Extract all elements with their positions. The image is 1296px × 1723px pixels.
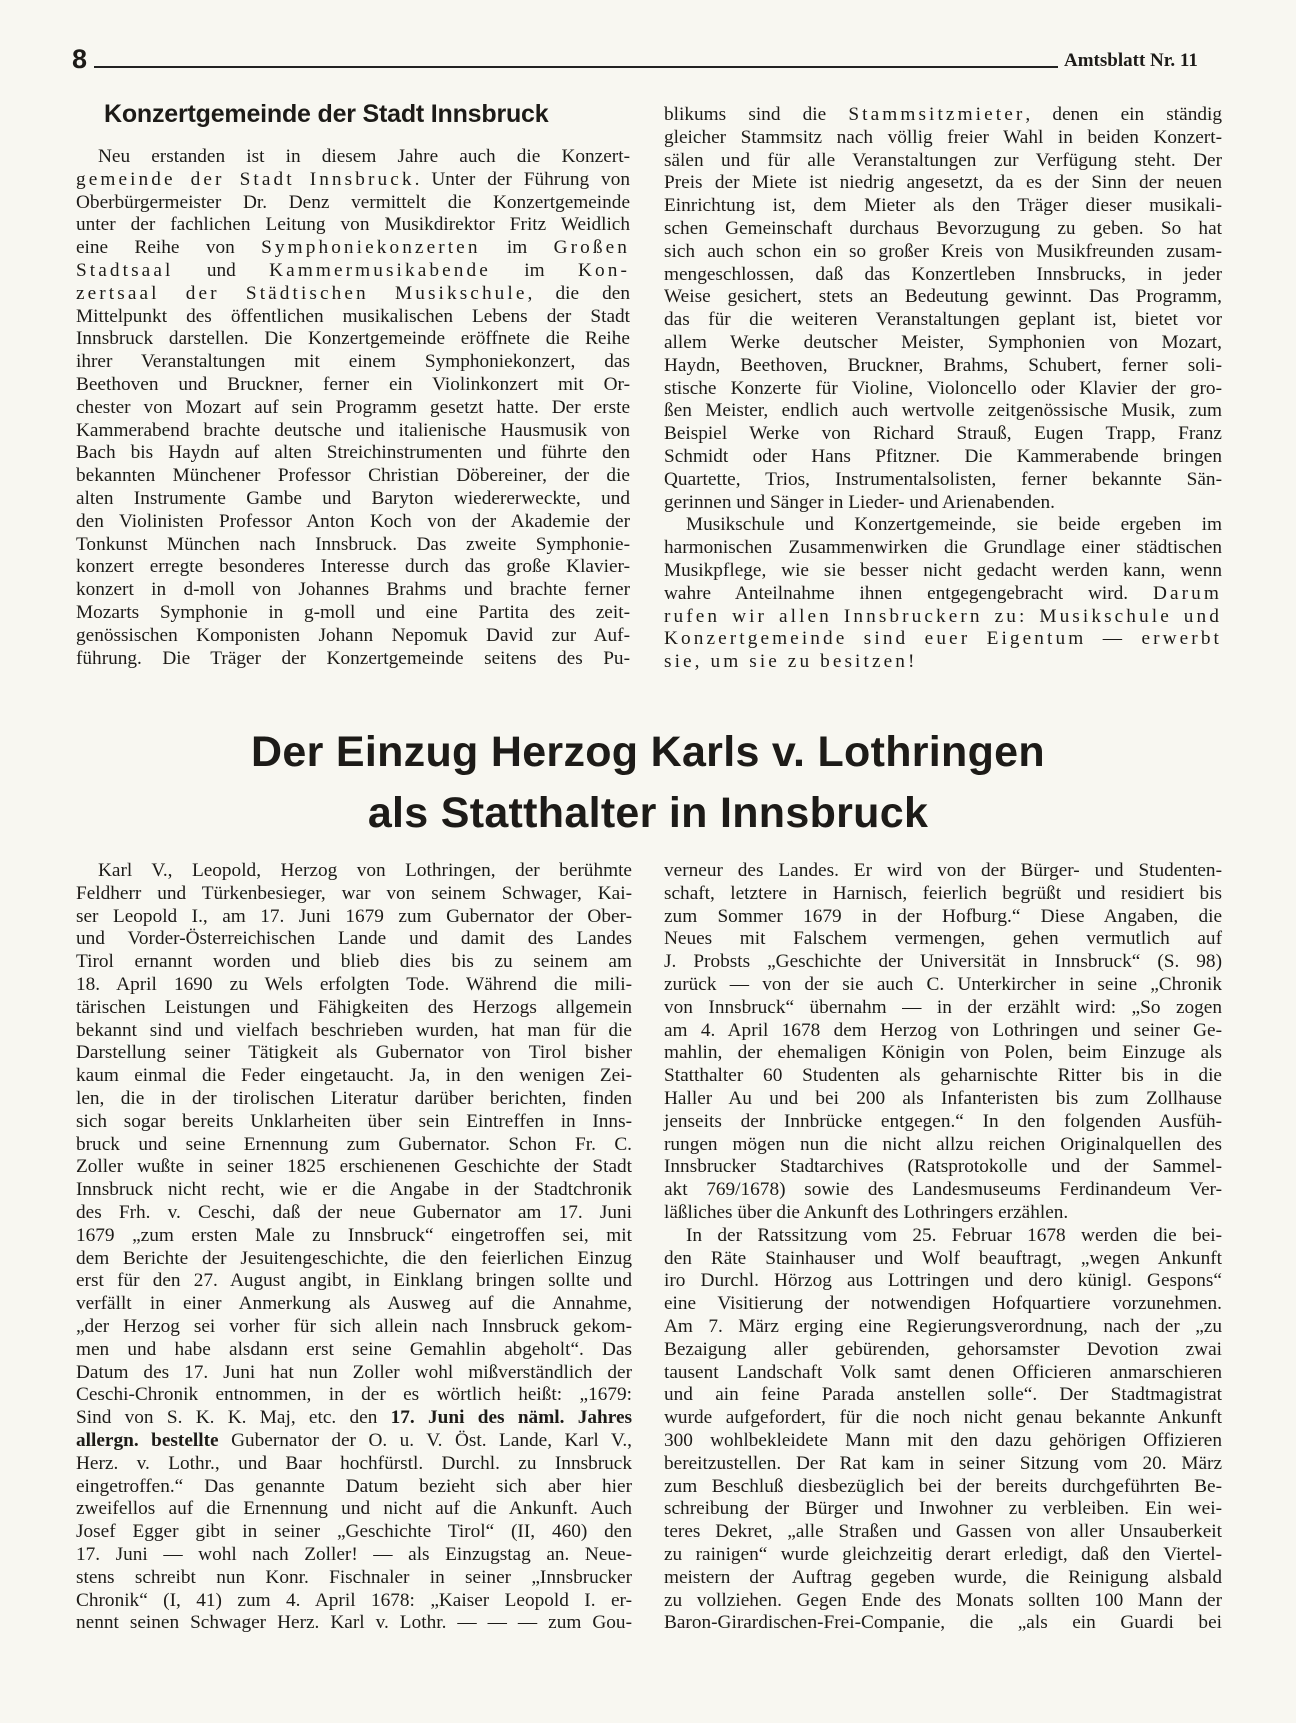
spaced-emphasis-text: rufen wir allen Innsbruckern zu: Musikschule und <box>664 605 1222 627</box>
text-segment: wahre Anteilnahme ihnen entgegengebracht wird. <box>664 582 1154 604</box>
text-line: Weise gesichert, stets an Bedeutung gewinnt. Das Programm, <box>664 286 1222 308</box>
article2-headline-line-2: als Statthalter in Innsbruck <box>367 789 929 837</box>
text-line: tärischen Leistungen und Fähigkeiten des Herzogs allgemein <box>76 996 632 1018</box>
text-line: nennt seinen Schwager Herz. Karl v. Lothr. — — — zum Gou- <box>76 1612 632 1634</box>
text-line: alten Instrumente Gambe und Baryton wiedererweckte, und <box>76 487 630 509</box>
text-line: Ceschi-Chronik entnommen, in der es wörtlich heißt: „1679: <box>76 1384 632 1406</box>
text-line: das für die weiteren Veranstaltungen geplant ist, bietet vor <box>664 309 1222 331</box>
text-line: Kammerabend brachte deutsche und italienische Hausmusik von <box>76 419 630 441</box>
text-line: iro Durchl. Hörzog aus Lottringen und dero künigl. Gespons“ <box>664 1270 1222 1292</box>
text-line: gerinnen und Sänger in Lieder- und Arienabenden. <box>664 491 1056 513</box>
text-line: Innsbrucker Stadtarchives (Ratsprotokolle und der Sammel- <box>664 1156 1222 1178</box>
text-line: Schmidt oder Hans Pfitzner. Die Kammerabende bringen <box>664 445 1222 467</box>
text-line: sälen und für alle Veranstaltungen zur Verfügung steht. Der <box>664 149 1222 171</box>
text-line: schaft, letztere in Harnisch, feierlich begrüßt und residiert bis <box>664 882 1222 904</box>
text-segment: eine Reihe von <box>76 237 262 259</box>
text-line: dem Berichte der Jesuitengeschichte, die den feierlichen Einzug <box>76 1247 632 1269</box>
text-line: Am 7. März erging eine Regierungsverordnung, nach der „zu <box>664 1315 1222 1337</box>
text-line <box>664 628 1222 651</box>
text-line: Karl V., Leopold, Herzog von Lothringen, der berühmte <box>98 860 632 881</box>
article2-column-right <box>664 860 1222 1635</box>
text-line: Neues mit Falschem vermengen, gehen vermutlich auf <box>664 928 1222 950</box>
text-line: zurück — von der sie auch C. Unterkircher in seine „Chronik <box>664 973 1222 995</box>
text-segment: . Unter der Führung von <box>414 168 630 190</box>
text-segment: im <box>480 237 554 259</box>
issue-label: Amtsblatt Nr. 11 <box>1064 50 1198 71</box>
text-line: Baron-Girardischen-Frei-Companie, die „als ein Guardi bei <box>664 1612 1222 1634</box>
text-line: Musikpflege, wie sie besser nicht gedacht werden kann, wenn <box>664 559 1222 581</box>
spaced-emphasis-text: Symphoniekonzerten <box>261 237 481 259</box>
text-line <box>664 104 1222 127</box>
article2-headline-line-1: Der Einzug Herzog Karls v. Lothringen <box>251 728 1045 776</box>
text-line: Bezaigung aller gebürenden, gehorsamster Devotion zwai <box>664 1338 1222 1360</box>
text-line: Innsbruck nicht recht, wie er die Angabe in der Stadtchronik <box>76 1179 632 1201</box>
text-line: allem Werke deutscher Meister, Symphonien von Mozart, <box>664 331 1222 353</box>
text-line: In der Ratssitzung vom 25. Februar 1678 werden die bei- <box>686 1224 1222 1246</box>
spaced-emphasis-text: Stadtsaal <box>76 259 174 281</box>
text-line: eingetroffen.“ Das genannte Datum bezieht sich aber hier <box>76 1475 632 1497</box>
text-line: von Innsbruck“ übernahm — in der erzählt wird: „So zogen <box>664 996 1222 1018</box>
text-line: führung. Die Träger der Konzertgemeinde seitens des Pu- <box>76 647 630 669</box>
text-line: Tonkunst München nach Innsbruck. Das zweite Symphonie- <box>76 533 630 555</box>
spaced-emphasis-text: Darum <box>1153 582 1222 604</box>
text-line: zum Sommer 1679 in der Hofburg.“ Diese Angaben, die <box>664 905 1222 927</box>
article1-column-right <box>664 104 1222 674</box>
spaced-emphasis-text: zertsaal der Städtischen Musikschule <box>76 282 528 304</box>
text-line: Bach bis Haydn auf alten Streichinstrumenten und führte den <box>76 442 630 464</box>
text-line: len, die in der tirolischen Literatur darüber berichten, finden <box>76 1087 632 1109</box>
text-line: sich auch schon ein so großer Kreis von Musikfreunden zusam- <box>664 240 1222 262</box>
text-line: verfällt in einer Anmerkung als Ausweg auf die Annahme, <box>76 1293 632 1315</box>
text-segment: im <box>490 259 579 281</box>
text-line: schreibung der Bürger und Inwohner zu verbleiben. Ein wei- <box>664 1498 1222 1520</box>
text-line <box>76 169 630 192</box>
text-line: unter der fachlichen Leitung von Musikdirektor Fritz Weidlich <box>76 214 630 236</box>
text-line: zum Beschluß diesbezüglich bei der bereits durchgeführten Be- <box>664 1475 1222 1497</box>
text-line: rungen mögen nun die nicht allzu reichen Originalquellen des <box>664 1133 1222 1155</box>
text-line: bekannten Münchener Professor Christian Döbereiner, der die <box>76 465 630 487</box>
text-line: stens schreibt nun Konr. Fischnaler in seiner „Innsbrucker <box>76 1566 632 1588</box>
paragraph <box>664 514 1222 674</box>
text-line: Musikschule und Konzertgemeinde, sie beide ergeben im <box>686 514 1222 536</box>
text-line <box>664 606 1222 629</box>
spaced-emphasis-text: Konzertgemeinde sind euer Eigentum — erwerbt <box>664 628 1222 650</box>
text-line <box>76 1430 632 1453</box>
text-line: jenseits der Innbrücke entgegen.“ In den folgenden Ausfüh- <box>664 1110 1222 1132</box>
text-segment: Gubernator der O. u. V. Öst. Lande, Karl V., <box>218 1429 632 1451</box>
text-line: 17. Juni — wohl nach Zoller! — als Einzugstag an. Neue- <box>76 1543 632 1565</box>
text-line: genössischen Komponisten Johann Nepomuk David zur Auf- <box>76 624 630 646</box>
text-line <box>76 1407 632 1430</box>
text-line: erst für den 27. August angibt, in Einklang bringen sollte und <box>76 1270 632 1292</box>
text-line: eine Visitierung der notwendigen Hofquartiere vorzunehmen. <box>664 1293 1222 1315</box>
bold-text: 17. Juni des näml. Jahres <box>390 1407 633 1429</box>
paragraph <box>76 146 630 670</box>
text-line: Darstellung seiner Tätigkeit als Gubernator von Tirol bisher <box>76 1042 632 1064</box>
text-line: kaum einmal die Feder eingetaucht. Ja, in den wenigen Zei- <box>76 1065 632 1087</box>
article1-headline: Konzertgemeinde der Stadt Innsbruck <box>104 100 549 128</box>
text-line: bekannt sind und vielfach beschrieben wurden, hat man für die <box>76 1019 632 1041</box>
text-line: J. Probsts „Geschichte der Universität in Innsbruck“ (S. 98) <box>664 951 1222 973</box>
text-line: Einrichtung ist, dem Mieter als den Träger dieser musikali- <box>664 195 1222 217</box>
spaced-emphasis-text: Großen <box>553 237 630 259</box>
text-line: ihrer Veranstaltungen mit einem Symphoniekonzert, das <box>76 351 630 373</box>
text-line: Mittelpunkt des öffentlichen musikalischen Lebens der Stadt <box>76 305 630 327</box>
text-line: men und habe alsdann erst seine Gemahlin abgeholt“. Das <box>76 1338 632 1360</box>
text-line: 1679 „zum ersten Male zu Innsbruck“ eingetroffen sei, mit <box>76 1224 632 1246</box>
text-line: Haller Au und bei 200 als Infanteristen bis zum Zollhause <box>664 1087 1222 1109</box>
text-line: Preis der Miete ist niedrig angesetzt, da es der Sinn der neuen <box>664 172 1222 194</box>
paragraph <box>664 104 1222 514</box>
text-line <box>76 260 630 283</box>
text-line: Quartette, Trios, Instrumentalsolisten, ferner bekannte Sän- <box>664 468 1222 490</box>
text-line: Mozarts Symphonie in g-moll und eine Partita des zeit- <box>76 601 630 623</box>
spaced-emphasis-text: Stammsitzmieter <box>848 104 1026 125</box>
text-line: akt 769/1678) sowie des Landesmuseums Ferdinandeum Ver- <box>664 1179 1222 1201</box>
spaced-emphasis-text: Kon- <box>578 259 631 281</box>
text-line: tausent Landschaft Volk samt denen Officieren anmarschieren <box>664 1361 1222 1383</box>
header-rule <box>94 66 1058 68</box>
article2-headline <box>0 722 1296 844</box>
text-line: Neu erstanden ist in diesem Jahre auch die Konzert- <box>98 146 630 167</box>
text-line: den Violinisten Professor Anton Koch von der Akademie der <box>76 510 630 532</box>
text-line: Tirol ernannt worden und blieb dies bis zu seinem am <box>76 951 632 973</box>
text-line: meistern der Auftrag gegeben wurde, die Reinigung alsbald <box>664 1566 1222 1588</box>
text-line: Innsbruck darstellen. Die Konzertgemeinde eröffnete die Reihe <box>76 328 630 350</box>
text-line: harmonischen Zusammenwirken die Grundlage einer städtischen <box>664 537 1222 559</box>
text-line: Haydn, Beethoven, Bruckner, Brahms, Schubert, ferner soli- <box>664 354 1222 376</box>
text-line <box>76 283 630 306</box>
paragraph <box>76 860 632 1635</box>
text-line: ßen Meister, endlich auch wertvolle zeitgenössische Musik, zum <box>664 400 1222 422</box>
text-line: den Räte Stainhauser und Wolf beauftragt, „wegen Ankunft <box>664 1247 1222 1269</box>
text-segment: , die den <box>527 282 631 304</box>
text-line: Zoller wußte in seiner 1825 erschienenen Geschichte der Stadt <box>76 1156 632 1178</box>
text-line: zweifellos auf die Ernennung und nicht auf die Ankunft. Auch <box>76 1498 632 1520</box>
text-line: verneur des Landes. Er wird von der Bürger- und Studenten- <box>664 860 1222 881</box>
text-line: stische Konzerte für Violine, Violoncello oder Klavier der gro- <box>664 377 1222 399</box>
text-line: 18. April 1690 zu Wels erfolgten Tode. Während die mili- <box>76 973 632 995</box>
text-line: konzert in d-moll von Johannes Brahms und brachte ferner <box>76 579 630 601</box>
article2-column-left <box>76 860 632 1635</box>
text-line: Beethoven und Bruckner, ferner ein Violinkonzert mit Or- <box>76 373 630 395</box>
text-line: Feldherr und Türkenbesieger, war von seinem Schwager, Kai- <box>76 882 632 904</box>
text-line: mahlin, der ehemaligen Königin von Polen, beim Einzuge als <box>664 1042 1222 1064</box>
text-line: Chronik“ (I, 41) zum 4. April 1678: „Kaiser Leopold I. er- <box>76 1589 632 1611</box>
text-line: Herz. v. Lothr., und Baar hochfürstl. Durchl. zu Innsbruck <box>76 1452 632 1474</box>
spaced-emphasis-text: Kammermusikabende <box>269 259 491 281</box>
text-line: „der Herzog sei vorher für sich allein nach Innsbruck gekom- <box>76 1315 632 1337</box>
spaced-emphasis-text: sie, um sie zu besitzen! <box>664 651 918 673</box>
text-line: Josef Egger gibt in seiner „Geschichte Tirol“ (II, 460) den <box>76 1521 632 1543</box>
text-segment: Sind von S. K. K. Maj, etc. den <box>76 1407 391 1429</box>
text-line <box>664 583 1222 606</box>
text-line: bereitzustellen. Der Rat kam in seiner Sitzung vom 20. März <box>664 1452 1222 1474</box>
text-line: 300 wohlbekleidete Mann mit den dazu gehörigen Offizieren <box>664 1429 1222 1451</box>
paragraph <box>664 860 1222 1225</box>
text-line: und ain feine Parada anstellen solle“. Der Stadtmagistrat <box>664 1384 1222 1406</box>
text-line <box>76 237 630 260</box>
text-line: zu vollziehen. Gegen Ende des Monats sollten 100 Mann der <box>664 1589 1222 1611</box>
text-line: läßliches über die Ankunft des Lothringers erzählen. <box>664 1201 1069 1223</box>
text-line <box>664 651 1222 674</box>
text-line: des Frh. v. Ceschi, daß der neue Gubernator am 17. Juni <box>76 1201 632 1223</box>
text-line: mengeschlossen, daß das Konzertleben Innsbrucks, in jeder <box>664 263 1222 285</box>
text-line: chester von Mozart auf sein Programm gesetzt hatte. Der erste <box>76 396 630 418</box>
text-segment: blikums sind die <box>664 104 849 125</box>
text-line: am 4. April 1678 dem Herzog von Lothringen und seiner Ge- <box>664 1019 1222 1041</box>
text-segment: und <box>173 259 270 281</box>
text-line: Beispiel Werke von Richard Strauß, Eugen Trapp, Franz <box>664 423 1222 445</box>
text-line: Oberbürgermeister Dr. Denz vermittelt die Konzertgemeinde <box>76 191 630 213</box>
text-segment: , denen ein ständig <box>1025 104 1223 125</box>
text-line: zu rainigen“ wurde gleichzeitig derart erledigt, daß den Viertel- <box>664 1543 1222 1565</box>
text-line: Datum des 17. Juni hat nun Zoller wohl mißverständlich der <box>76 1361 632 1383</box>
text-line: konzert erregte besonderes Interesse durch das große Klavier- <box>76 556 630 578</box>
text-line: Statthalter 60 Studenten als geharnischte Ritter bis in die <box>664 1065 1222 1087</box>
text-line: bruck und seine Ernennung zum Gubernator. Schon Fr. C. <box>76 1133 632 1155</box>
text-line: gleicher Stammsitz nach völlig freier Wahl in beiden Konzert- <box>664 126 1222 148</box>
text-line: und Vorder-Österreichischen Lande und damit des Landes <box>76 928 632 950</box>
text-line: sich sogar bereits Unklarheiten über sein Eintreffen in Inns- <box>76 1110 632 1132</box>
page-number: 8 <box>72 44 88 74</box>
text-line: teres Dekret, „alle Straßen und Gassen von aller Unsauberkeit <box>664 1521 1222 1543</box>
article1-column-left <box>76 146 630 670</box>
text-line: schen Gemeinschaft durchaus Bevorzugung zu geben. So hat <box>664 217 1222 239</box>
text-line: wurde aufgefordert, für die noch nicht genau bekannte Ankunft <box>664 1407 1222 1429</box>
bold-text: allergn. bestellte <box>76 1429 219 1451</box>
text-line: ser Leopold I., am 17. Juni 1679 zum Gubernator der Ober- <box>76 905 632 927</box>
spaced-emphasis-text: gemeinde der Stadt Innsbruck <box>76 168 415 190</box>
paragraph <box>664 1225 1222 1635</box>
